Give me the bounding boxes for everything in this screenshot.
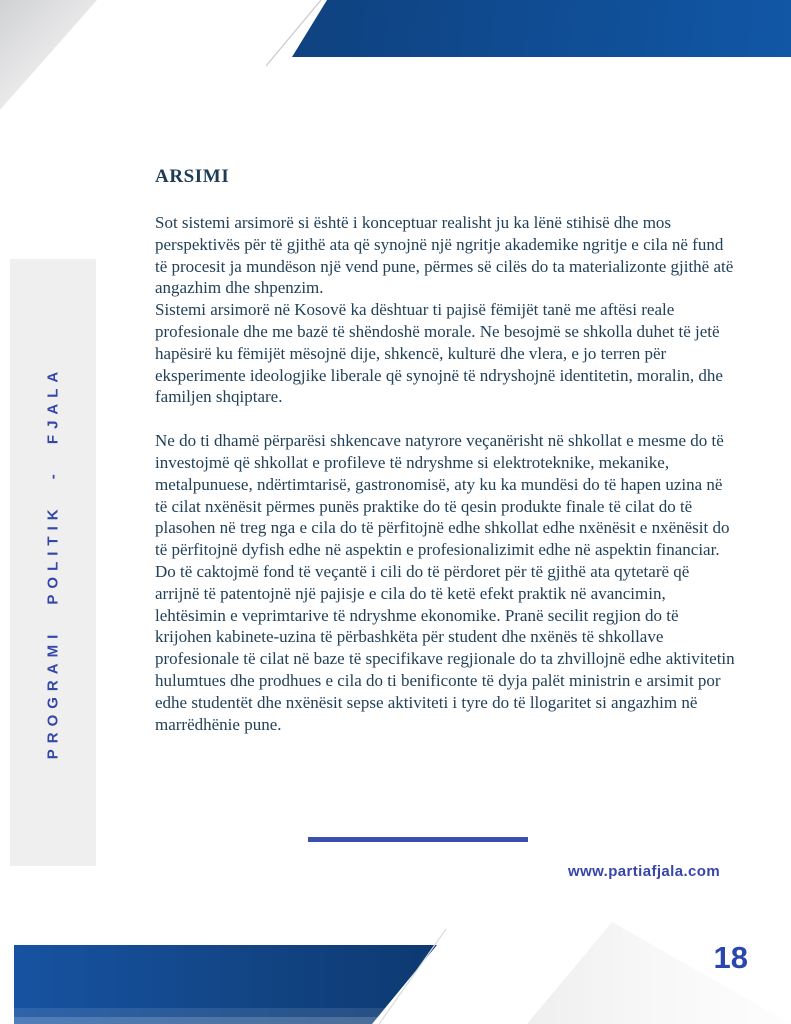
- top-left-gray-wedge: [0, 0, 120, 120]
- section-title: ARSIMI: [155, 166, 230, 187]
- website-url-link[interactable]: www.partiafjala.com: [568, 863, 721, 880]
- bottom-band-light-strip-lower: [14, 1017, 437, 1024]
- document-body: [155, 166, 735, 735]
- paragraph-2: Sistemi arsimorë në Kosovë ka dështuar ti pajisë fëmijët tanë me aftësi reale profesionale dhe me bazë të shëndoshë morale. Ne besojmë se shkolla duhet të jetë hapësirë ku fëmijët mësojnë dije, shkencë, kulturë dhe vlera, e jo terren për eksperimente ideologjike liberale që synojnë të ndryshojnë identitetin, moralin, dhe familjen shqiptare.: [155, 300, 723, 407]
- sidebar-program-label: PROGRAMI POLITIK - FJALA: [44, 365, 62, 760]
- footer-divider-bar: [308, 837, 528, 842]
- top-blue-band: [0, 0, 791, 57]
- sidebar-strip: [10, 259, 96, 866]
- bottom-band-light-strip-upper: [14, 1008, 437, 1017]
- paragraph-4: Do të caktojmë fond të veçantë i cili do të përdoret për të gjithë ata qytetarë që arrijnë të patentojnë një pajisje e cila do të ketë efekt praktik në avancimin, lehtësimin e veprimtarive të ndryshme ekonomike. Pranë secilit regjion do të krijohen kabinete-uzina të përbashkëta për student dhe nxënës të shkollave profesionale të cilat në baze të specifikave regjionale do ta zhvillojnë edhe aktivitetin hulumtues dhe prodhues e cila do ti benificonte të dyja palët ministrin e arsimit por edhe studentët dhe nxënësit sepse aktiviteti i tyre do të llogaritet si angazhim në marrëdhënie pune.: [155, 561, 735, 734]
- bottom-blue-band: [14, 945, 437, 1024]
- paragraph-1: Sot sistemi arsimorë si është i konceptuar realisht ju ka lënë stihisë dhe mos perspektivës për të gjithë ata që synojnë një ngritje akademike ngritje e cila në fund të procesit ja mundëson një vend pune, përmes së cilës do ta materializonte gjithë atë angazhim dhe shpenzim.: [155, 213, 734, 298]
- page-number: 18: [713, 940, 748, 975]
- paragraph-3: Ne do ti dhamë përparësi shkencave natyrore veçanërisht në shkollat e mesme do të investojmë që shkollat e profileve të ndryshme si elektroteknike, mekanike, metalpunuese, ndërtimtarisë, gastronomisë, aty ku ka mundësi do të hapen uzina në të cilat nxënësit përmes punës praktike do të qesin produkte finale të cilat do të plasohen në treg nga e cila do të përfitojnë edhe shkollat edhe nxënësit e nxënësit do të përfitojnë dyfish edhe në aspektin e profesionalizimit edhe në aspektin financiar.: [155, 431, 730, 560]
